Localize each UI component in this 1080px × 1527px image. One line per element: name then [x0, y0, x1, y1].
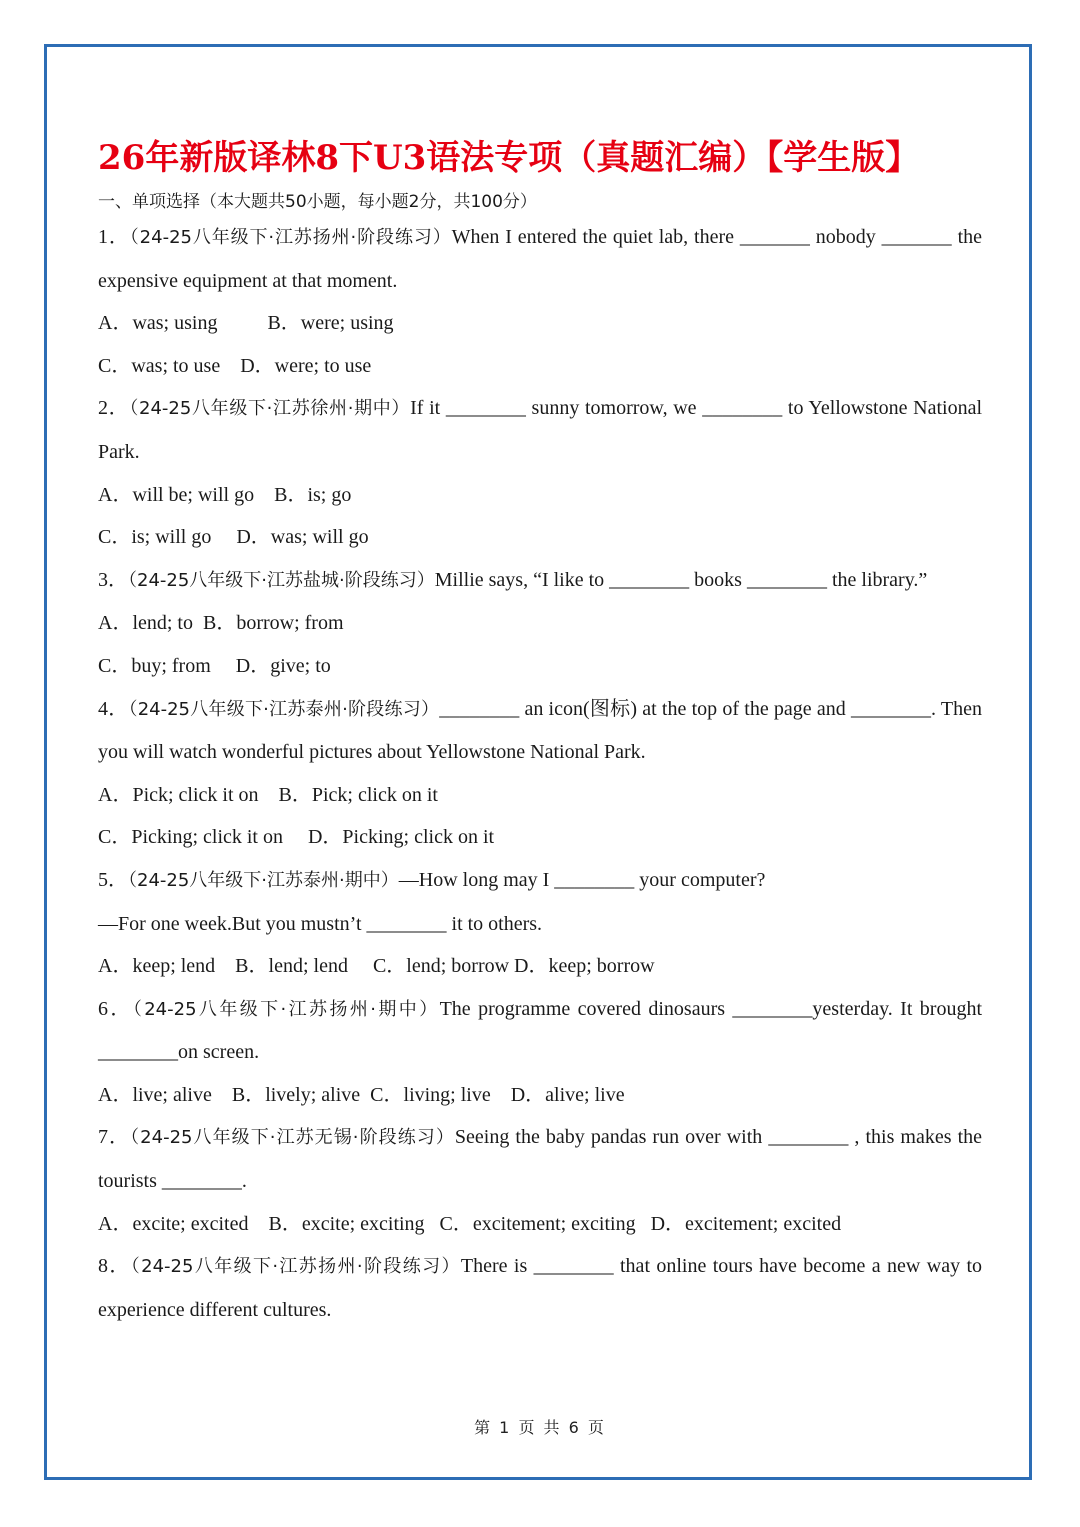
question-source: （24-25八年级下·江苏徐州·期中） — [129, 398, 411, 420]
question-source: （24-25八年级下·江苏泰州·期中） — [128, 869, 399, 891]
question-source: （24-25八年级下·江苏扬州·阶段练习） — [130, 1256, 461, 1278]
question-text: Seeing the baby pandas run over with ________ , this makes the tourists ________. — [98, 1126, 983, 1193]
question-2 — [98, 387, 982, 558]
page-number-footer: 第 1 页 共 6 页 — [474, 1418, 606, 1437]
option-line: C．Picking; click it on D．Picking; click on it — [98, 826, 495, 849]
question-stem — [98, 859, 982, 903]
section-heading: 一、单项选择（本大题共50小题，每小题2分，共100分） — [98, 192, 537, 212]
question-3 — [98, 559, 982, 688]
question-stem — [98, 387, 982, 473]
question-stem — [98, 988, 982, 1074]
option-line: A．excite; excited B．excite; exciting C．excitement; exciting D．excitement; excited — [98, 1212, 842, 1235]
question-text: ________ an icon(图标) at the top of the page and ________. Then you will watch wonderful pictures about Yellowstone National Park. — [98, 697, 982, 764]
question-7 — [98, 1116, 982, 1245]
question-number: 6． — [98, 997, 133, 1020]
document-title: 26年新版译林8下U3语法专项（真题汇编）【学生版】 — [98, 138, 920, 178]
option-line: A．will be; will go B．is; go — [98, 483, 352, 506]
question-text: There is ________ that online tours have become a new way to experience different cultures. — [98, 1255, 983, 1321]
question-source: （24-25八年级下·江苏泰州·阶段练习） — [128, 698, 440, 720]
question-stem — [98, 688, 982, 774]
question-stem — [98, 216, 982, 302]
question-source: （24-25八年级下·江苏无锡·阶段练习） — [130, 1127, 455, 1149]
option-line: A．was; using B．were; using — [98, 312, 394, 335]
question-number: 5． — [98, 868, 128, 891]
option-line: C．was; to use D．were; to use — [98, 354, 372, 377]
question-number: 4． — [98, 697, 129, 720]
option-line: A．live; alive B．lively; alive C．living; live D．alive; live — [98, 1083, 625, 1106]
question-text: Millie says, “I like to ________ books ________ the library.” — [434, 568, 928, 591]
question-stem — [98, 1116, 982, 1202]
question-number: 2． — [98, 397, 130, 420]
question-text: When I entered the quiet lab, there _______ nobody _______ the expensive equipment at that moment. — [98, 226, 983, 292]
document-body — [98, 130, 982, 1331]
question-number: 1． — [98, 226, 130, 248]
question-stem — [98, 1245, 982, 1331]
option-line: C．buy; from D．give; to — [98, 654, 331, 677]
question-stem — [98, 559, 982, 603]
question-8 — [98, 1245, 982, 1331]
question-text: —How long may I ________ your computer? — [398, 868, 766, 891]
question-text: If it ________ sunny tomorrow, we ________ to Yellowstone National Park. — [98, 397, 983, 463]
question-4 — [98, 688, 982, 859]
question-source: （24-25八年级下·江苏扬州·期中） — [132, 998, 440, 1020]
option-line: A．Pick; click it on B．Pick; click on it — [98, 783, 438, 806]
question-text: The programme covered dinosaurs ________yesterday. It brought ________on screen. — [98, 997, 983, 1064]
question-number: 8． — [98, 1255, 131, 1278]
question-5 — [98, 859, 982, 988]
question-6 — [98, 988, 982, 1117]
question-number: 3． — [98, 568, 128, 591]
option-line: C．is; will go D．was; will go — [98, 526, 369, 549]
question-number: 7． — [98, 1126, 131, 1149]
question-source: （24-25八年级下·江苏扬州·阶段练习） — [129, 227, 452, 248]
question-text-line-2: —For one week.But you mustn’t ________ it to others. — [98, 912, 543, 935]
question-1 — [98, 216, 982, 387]
question-source: （24-25八年级下·江苏盐城·阶段练习） — [128, 569, 435, 591]
option-line: A．keep; lend B．lend; lend C．lend; borrow D．keep; borrow — [98, 955, 655, 978]
option-line: A．lend; to B．borrow; from — [98, 612, 344, 635]
